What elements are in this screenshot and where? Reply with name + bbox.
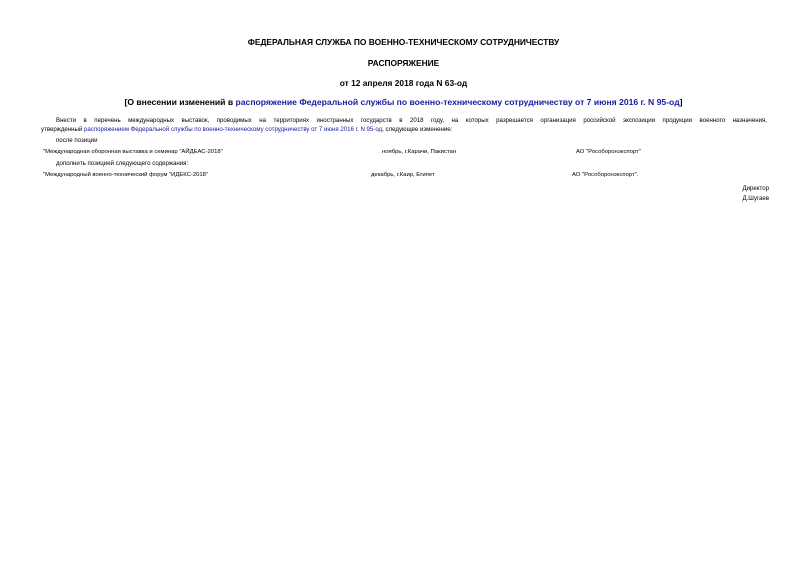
row1-date-place: ноябрь, г.Карачи, Пакистан bbox=[382, 149, 457, 155]
subject-link[interactable]: распоряжение Федеральной службы по военно-техническому сотрудничеству от 7 июня 2016 г. N 95-од bbox=[235, 97, 680, 107]
document-type: РАСПОРЯЖЕНИЕ bbox=[367, 58, 440, 68]
intro-paragraph-line1: Внести в перечень международных выставок, проводимых на территориях иностранных государств в 2018 году, на которых разрешается организация российской экспозиции продукции военного назначения, bbox=[56, 117, 767, 124]
add-position-text: дополнить позицией следующего содержания: bbox=[56, 160, 189, 167]
row2-organization: АО "Рособоронэкспорт". bbox=[572, 172, 639, 178]
signatory-name: Д.Шугаев bbox=[742, 195, 769, 202]
intro-line2-prefix: утвержденный bbox=[41, 126, 85, 133]
intro-link[interactable]: распоряжением Федеральной службы по военно-техническому сотрудничеству от 7 июня 2016 г. N 95-од bbox=[84, 126, 383, 133]
intro-line2-suffix: , следующее изменение: bbox=[382, 126, 453, 133]
row2-exhibition-name: "Международный военно-технический форум "ИДЕКС-2018" bbox=[43, 172, 209, 178]
document-subject bbox=[0, 97, 807, 107]
agency-title: ФЕДЕРАЛЬНАЯ СЛУЖБА ПО ВОЕННО-ТЕХНИЧЕСКОМУ СОТРУДНИЧЕСТВУ bbox=[247, 37, 560, 47]
document-date-number: от 12 апреля 2018 года N 63-од bbox=[339, 78, 468, 88]
row1-exhibition-name: "Международная оборонная выставка и семинар "АЙДЕАС-2018" bbox=[43, 149, 223, 155]
row2-date-place: декабрь, г.Каир, Египет bbox=[371, 172, 435, 178]
subject-prefix: [О внесении изменений в bbox=[124, 97, 236, 107]
signatory-post: Директор bbox=[742, 185, 769, 192]
subject-suffix: ] bbox=[679, 97, 683, 107]
row1-organization: АО "Рособоронэкспорт" bbox=[576, 149, 641, 155]
after-position-text: после позиции bbox=[56, 137, 98, 144]
intro-paragraph-line2 bbox=[41, 126, 452, 133]
